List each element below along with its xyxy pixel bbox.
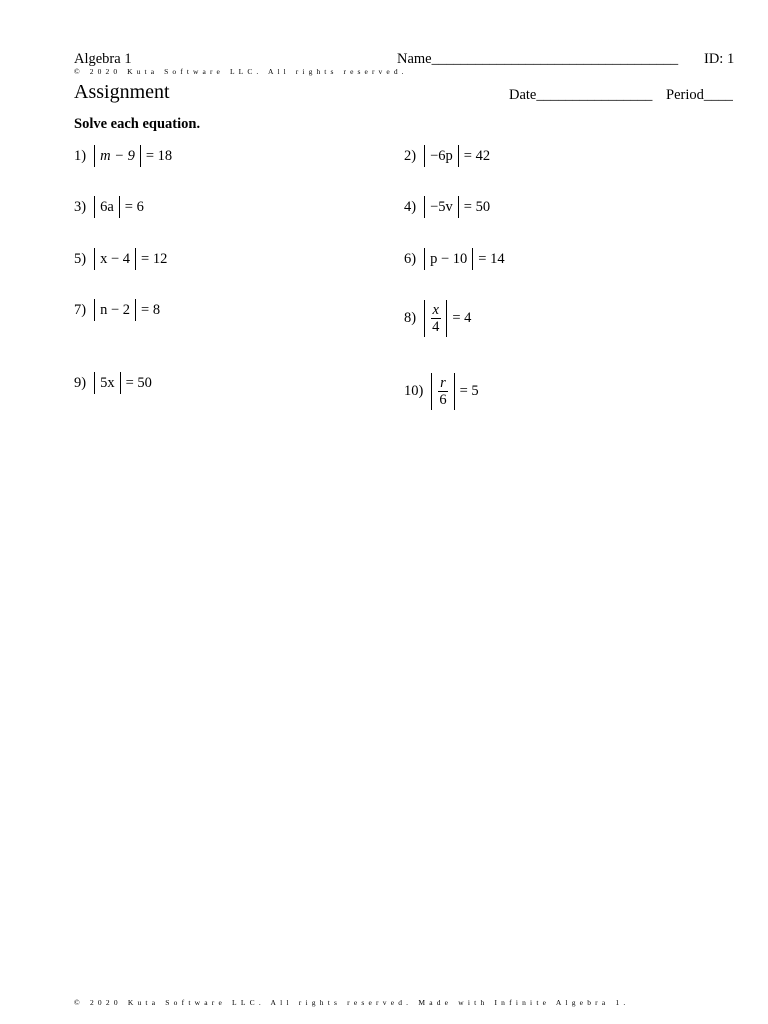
equation-rhs: = 4 (452, 310, 472, 326)
equation (424, 145, 490, 167)
name-field-label: Name__________________________________ (397, 51, 679, 67)
problem-8 (404, 300, 471, 337)
fraction-denominator: 6 (439, 392, 447, 408)
equation-rhs: = 12 (141, 250, 168, 267)
fraction-numerator: x (432, 302, 439, 318)
equation-rhs: = 14 (478, 250, 505, 267)
problem-number: 9) (74, 374, 87, 391)
absolute-value-expression: −6p (424, 145, 459, 167)
problem-number: 4) (404, 198, 417, 215)
equation (424, 248, 505, 270)
absolute-value-expression: m − 9 (94, 145, 141, 167)
problem-number: 5) (74, 250, 87, 267)
equation-rhs: = 50 (125, 374, 152, 391)
absolute-value-fraction (424, 300, 447, 337)
period-field-label: Period____ (666, 87, 733, 103)
fraction-denominator: 4 (432, 319, 440, 335)
equation-rhs: = 18 (145, 147, 173, 164)
absolute-value-expression: 6a (94, 196, 120, 218)
equation-rhs: = 50 (463, 198, 491, 215)
absolute-value-expression: n − 2 (94, 299, 136, 321)
problem-1 (74, 145, 172, 167)
worksheet-title: Assignment (74, 81, 170, 103)
problem-6 (404, 248, 505, 270)
absolute-value-expression: −5v (424, 196, 459, 218)
problem-10 (404, 373, 479, 410)
absolute-value-expression: 5x (94, 372, 121, 394)
equation (424, 196, 490, 218)
equation-rhs: = 5 (459, 383, 479, 399)
absolute-value-fraction (431, 373, 454, 410)
equation-rhs: = 6 (124, 198, 144, 215)
equation (94, 372, 152, 394)
problem-number: 3) (74, 198, 87, 215)
problem-number: 10) (404, 383, 424, 399)
equation-rhs: = 42 (463, 147, 491, 164)
problem-3 (74, 196, 144, 218)
equation (94, 248, 167, 270)
problem-9 (74, 372, 152, 394)
problem-number: 1) (74, 147, 87, 164)
problem-5 (74, 248, 167, 270)
course-name: Algebra 1 (74, 51, 132, 67)
date-field-label: Date________________ (509, 87, 653, 103)
absolute-value-expression: p − 10 (424, 248, 473, 270)
problem-7 (74, 299, 160, 321)
copyright-notice: © 2020 Kuta Software LLC. All rights reserved. (74, 67, 408, 76)
instructions: Solve each equation. (74, 116, 201, 132)
absolute-value-expression: x − 4 (94, 248, 136, 270)
equation (94, 299, 160, 321)
problem-number: 8) (404, 310, 417, 326)
equation (431, 373, 478, 410)
worksheet-id: ID: 1 (704, 51, 735, 67)
equation-rhs: = 8 (141, 301, 161, 318)
equation (424, 300, 471, 337)
equation (94, 196, 144, 218)
problem-4 (404, 196, 490, 218)
problem-number: 7) (74, 301, 87, 318)
problem-number: 6) (404, 250, 417, 267)
equation (94, 145, 172, 167)
footer-copyright: © 2020 Kuta Software LLC. All rights reserved. Made with Infinite Algebra 1. (74, 998, 630, 1007)
problem-number: 2) (404, 147, 417, 164)
problem-2 (404, 145, 490, 167)
fraction-numerator: r (440, 375, 446, 391)
